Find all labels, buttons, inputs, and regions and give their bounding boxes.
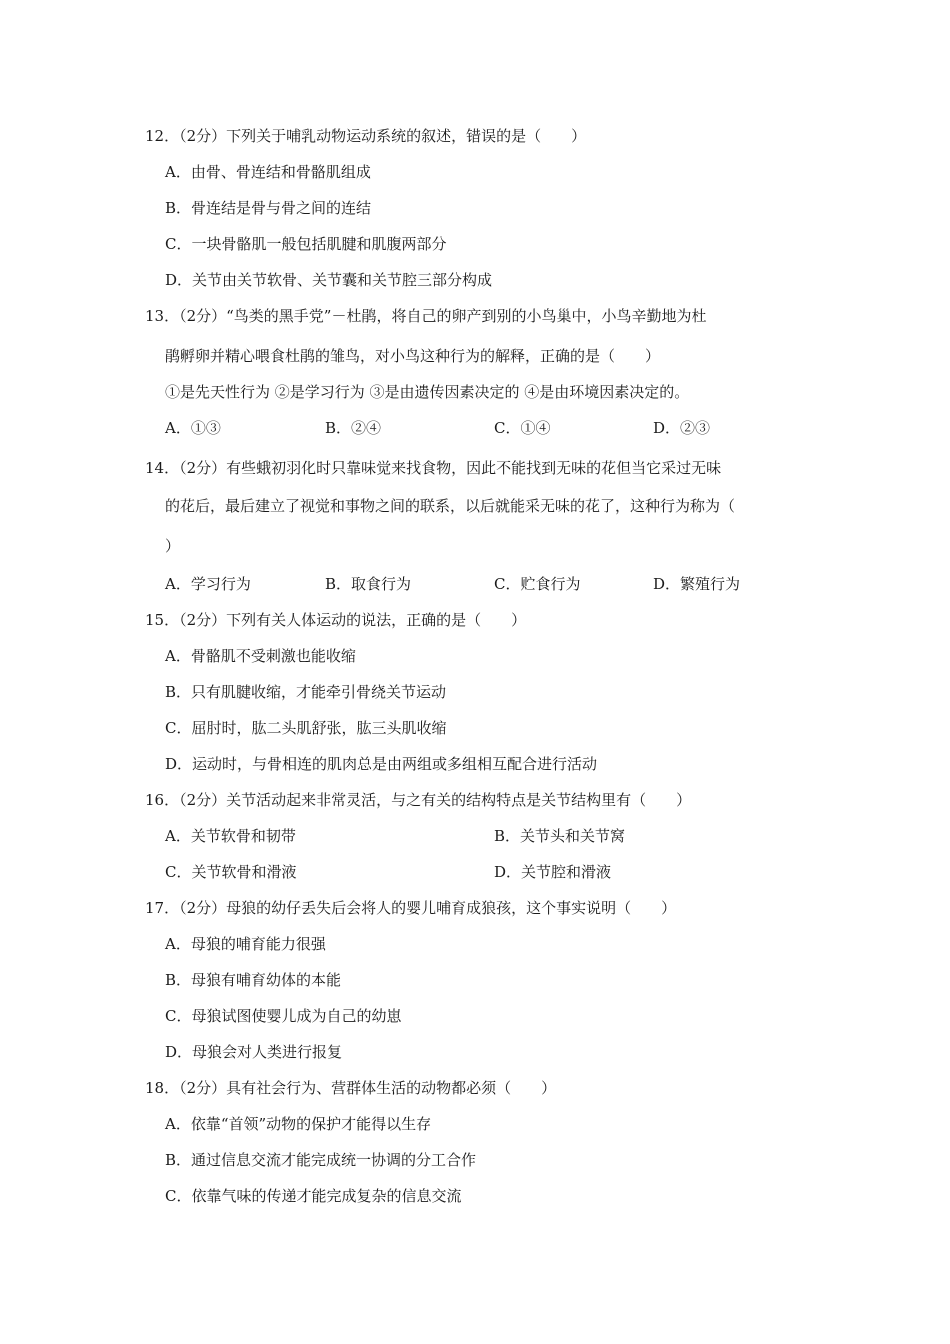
question-15-option-a: A．骨骼肌不受刺激也能收缩 <box>165 647 356 665</box>
question-13-stem: 13．（2分）“鸟类的黑手党”－杜鹃，将自己的卵产到别的小鸟巢中，小鸟辛勤地为杜 <box>145 307 707 325</box>
question-12-stem: 12．（2分）下列关于哺乳动物运动系统的叙述，错误的是（ ） <box>145 127 587 145</box>
question-12-option-a: A．由骨、骨连结和骨骼肌组成 <box>165 163 371 181</box>
question-15-option-b: B．只有肌腱收缩，才能牵引骨绕关节运动 <box>165 683 447 701</box>
question-15-stem: 15．（2分）下列有关人体运动的说法，正确的是（ ） <box>145 611 527 629</box>
question-14-option-b: B．取食行为 <box>325 575 412 593</box>
question-16-option-c: C．关节软骨和滑液 <box>165 863 297 881</box>
question-13-option-d: D．②③ <box>653 419 711 437</box>
question-18-option-a: A．依靠“首领”动物的保护才能得以生存 <box>165 1115 432 1133</box>
question-14-stem: 14．（2分）有些蛾初羽化时只靠味觉来找食物，因此不能找到无味的花但当它采过无味 <box>145 459 722 477</box>
question-16-option-b: B．关节头和关节窝 <box>494 827 626 845</box>
question-16-option-d: D．关节腔和滑液 <box>494 863 612 881</box>
question-18-option-b: B．通过信息交流才能完成统一协调的分工合作 <box>165 1151 477 1169</box>
question-12-option-b: B．骨连结是骨与骨之间的连结 <box>165 199 372 217</box>
question-16-stem: 16．（2分）关节活动起来非常灵活，与之有关的结构特点是关节结构里有（ ） <box>145 791 692 809</box>
question-13-option-a: A．①③ <box>165 419 221 437</box>
question-17-stem: 17．（2分）母狼的幼仔丢失后会将人的婴儿哺育成狼孩，这个事实说明（ ） <box>145 899 677 917</box>
question-17-option-b: B．母狼有哺育幼体的本能 <box>165 971 342 989</box>
question-13-stem-continued: 鹃孵卵并精心喂食杜鹃的雏鸟，对小鸟这种行为的解释，正确的是（ ） <box>165 347 661 365</box>
question-14-option-d: D．繁殖行为 <box>653 575 741 593</box>
question-14-stem-closing: ） <box>165 537 181 555</box>
question-16-option-a: A．关节软骨和韧带 <box>165 827 296 845</box>
question-12-option-d: D．关节由关节软骨、关节囊和关节腔三部分构成 <box>165 271 493 289</box>
question-15-option-d: D．运动时，与骨相连的肌肉总是由两组或多组相互配合进行活动 <box>165 755 598 773</box>
question-14-stem-continued: 的花后，最后建立了视觉和事物之间的联系，以后就能采无味的花了，这种行为称为（ <box>165 497 736 515</box>
question-15-option-c: C．屈肘时，肱二头肌舒张，肱三头肌收缩 <box>165 719 447 737</box>
question-13-option-c: C．①④ <box>494 419 551 437</box>
question-18-stem: 18．（2分）具有社会行为、营群体生活的动物都必须（ ） <box>145 1079 557 1097</box>
question-17-option-c: C．母狼试图使婴儿成为自己的幼崽 <box>165 1007 402 1025</box>
question-17-option-d: D．母狼会对人类进行报复 <box>165 1043 343 1061</box>
question-18-option-c: C．依靠气味的传递才能完成复杂的信息交流 <box>165 1187 462 1205</box>
question-14-option-a: A．学习行为 <box>165 575 251 593</box>
question-12-option-c: C．一块骨骼肌一般包括肌腱和肌腹两部分 <box>165 235 447 253</box>
question-14-option-c: C．贮食行为 <box>494 575 581 593</box>
question-17-option-a: A．母狼的哺育能力很强 <box>165 935 326 953</box>
question-13-statements: ①是先天性行为 ②是学习行为 ③是由遗传因素决定的 ④是由环境因素决定的。 <box>165 383 690 401</box>
question-13-option-b: B．②④ <box>325 419 382 437</box>
